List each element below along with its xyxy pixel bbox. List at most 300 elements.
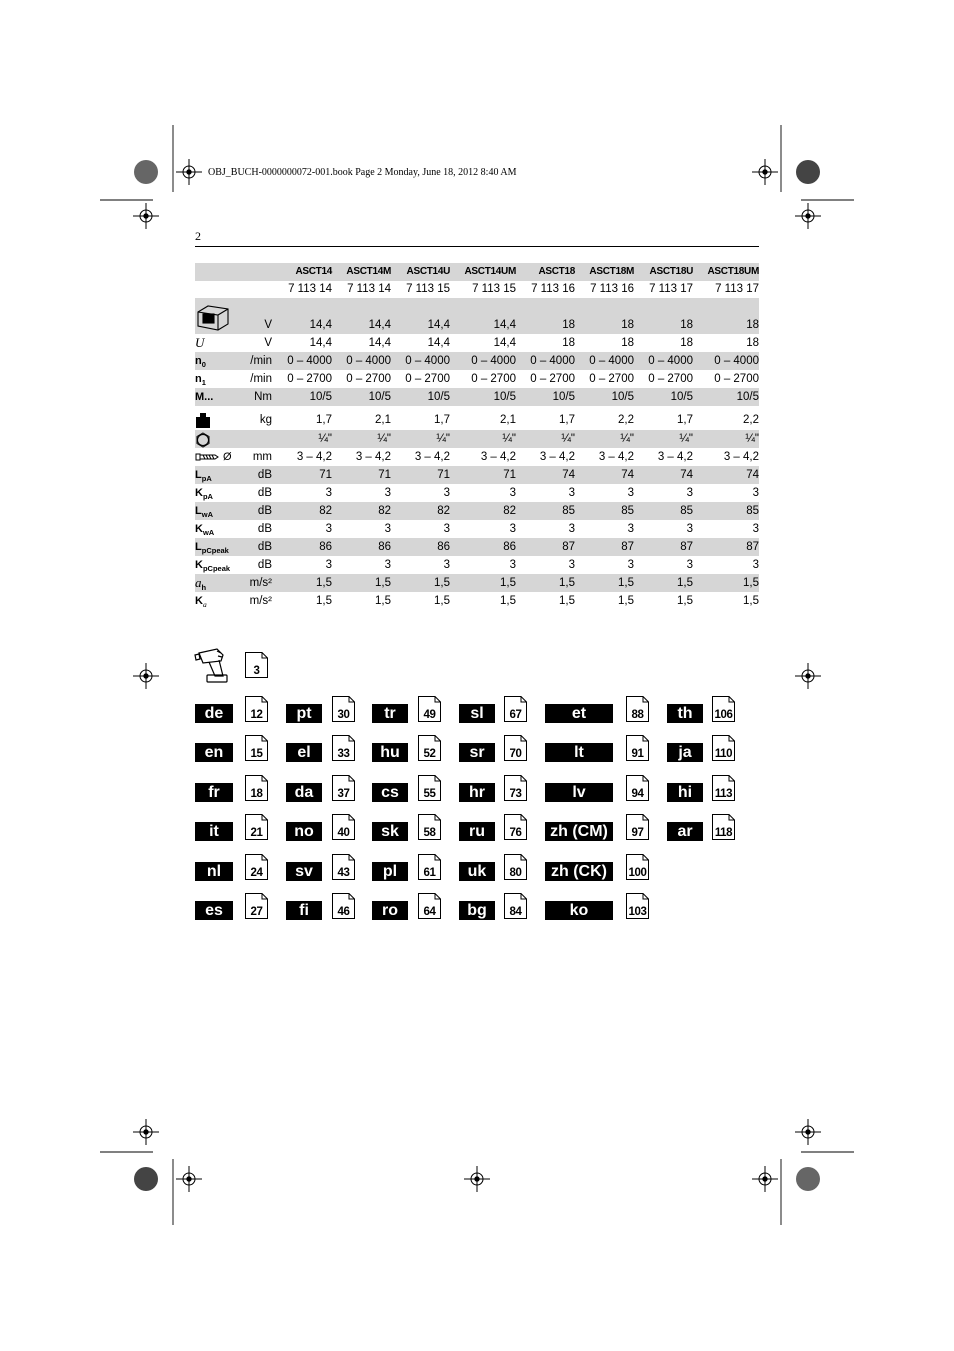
page-ref[interactable]	[712, 775, 735, 801]
table-cell: 87	[680, 541, 693, 553]
page-ref-number: 100	[628, 867, 647, 879]
table-cell: 18	[562, 319, 575, 331]
table-cell: 1,5	[434, 595, 450, 607]
language-label: lv	[545, 783, 613, 802]
table-cell: 18	[680, 319, 693, 331]
symbol-label: M...	[195, 391, 214, 403]
table-cell: 0 – 4000	[714, 355, 759, 367]
page-ref[interactable]	[332, 854, 355, 880]
table-cell: 1,5	[500, 577, 516, 589]
language-label: lt	[545, 743, 613, 762]
table-cell: 3 – 4,2	[414, 451, 450, 463]
page-ref-number: 88	[631, 709, 644, 721]
page-ref-number: 18	[250, 788, 263, 800]
table-cell: 86	[319, 541, 332, 553]
table-cell: 3	[443, 559, 450, 571]
table-cell: 18	[562, 337, 575, 349]
language-label: en	[195, 743, 233, 762]
table-cell: 0 – 2700	[471, 373, 516, 385]
page-ref-number: 97	[631, 827, 644, 839]
table-cell: 3 – 4,2	[657, 451, 693, 463]
language-label: fi	[286, 901, 322, 920]
table-cell: 74	[562, 469, 575, 481]
page-ref[interactable]	[332, 735, 355, 761]
table-cell: 3	[325, 487, 332, 499]
table-cell: 3	[752, 559, 759, 571]
symbol-label: $K_{wA}$	[195, 523, 215, 537]
table-cell: 3	[325, 559, 332, 571]
table-cell: 1,5	[677, 577, 693, 589]
unit-label: dB	[257, 541, 272, 553]
language-label: uk	[459, 862, 495, 881]
table-cell: 14,4	[427, 319, 450, 331]
table-cell: 1,5	[559, 577, 575, 589]
table-cell: 2,1	[500, 414, 516, 426]
table-cell: ASCT18	[538, 266, 575, 277]
table-cell: 3	[384, 523, 391, 535]
page-ref-number: 40	[337, 827, 350, 839]
table-cell: 1,5	[743, 595, 759, 607]
page-ref[interactable]	[626, 775, 649, 801]
table-cell: 0 – 4000	[346, 355, 391, 367]
table-cell: 1,7	[559, 414, 575, 426]
table-cell: 1,5	[316, 595, 332, 607]
unit-label: dB	[257, 487, 272, 499]
header-rule	[195, 246, 759, 247]
table-cell: 1,5	[618, 595, 634, 607]
table-cell: 74	[746, 469, 759, 481]
table-cell: ¼"	[377, 433, 391, 445]
table-cell: 18	[621, 319, 634, 331]
page-ref[interactable]	[332, 696, 355, 722]
table-row	[195, 520, 759, 538]
table-cell: 3 – 4,2	[355, 451, 391, 463]
table-cell: 10/5	[736, 391, 759, 403]
table-cell: 0 – 4000	[405, 355, 450, 367]
language-label: bg	[459, 901, 495, 920]
language-label: tr	[372, 704, 408, 723]
page-ref-number: 94	[631, 788, 644, 800]
page-ref[interactable]	[418, 775, 441, 801]
language-label: th	[667, 704, 703, 723]
table-cell: 86	[437, 541, 450, 553]
table-cell: 3	[627, 523, 634, 535]
unit-label: m/s²	[249, 577, 272, 589]
table-cell: 1,5	[743, 577, 759, 589]
table-cell: 74	[621, 469, 634, 481]
table-cell: ¼"	[679, 433, 693, 445]
table-cell: ¼"	[561, 433, 575, 445]
table-cell: 1,5	[316, 577, 332, 589]
language-label: ja	[667, 743, 703, 762]
symbol-label: $K_{pCpeak}$	[195, 559, 231, 573]
table-cell: 82	[503, 505, 516, 517]
table-cell: 86	[378, 541, 391, 553]
language-label: zh (CK)	[545, 862, 613, 881]
page-ref-number: 33	[337, 748, 350, 760]
language-label: sk	[372, 822, 408, 841]
page-ref-number: 91	[631, 748, 644, 760]
table-row	[195, 411, 759, 429]
table-cell: 3	[384, 487, 391, 499]
drill-icon	[193, 643, 235, 683]
table-cell: 2,1	[375, 414, 391, 426]
unit-label: dB	[257, 469, 272, 481]
table-cell: 1,5	[434, 577, 450, 589]
table-cell: 0 – 2700	[530, 373, 575, 385]
page-ref[interactable]	[626, 893, 649, 919]
symbol-label: $a_h$	[195, 575, 207, 592]
page-ref[interactable]	[418, 814, 441, 840]
language-label: sl	[459, 704, 495, 723]
table-cell: 18	[746, 319, 759, 331]
page-ref[interactable]	[626, 854, 649, 880]
table-cell: 10/5	[493, 391, 516, 403]
table-cell: 14,4	[309, 319, 332, 331]
table-cell: 3	[325, 523, 332, 535]
symbol-label: $L_{pA}$	[195, 469, 212, 483]
table-cell: ¼"	[502, 433, 516, 445]
table-cell: 14,4	[493, 319, 516, 331]
table-cell: 3	[686, 559, 693, 571]
page-ref[interactable]	[504, 735, 527, 761]
table-cell: ASCT18M	[589, 266, 634, 277]
page-ref-number: 103	[628, 906, 647, 918]
language-label: sv	[286, 862, 322, 881]
page-ref[interactable]	[245, 775, 268, 801]
table-cell: 7 113 17	[715, 283, 759, 295]
page-number: 2	[195, 229, 201, 243]
page-ref[interactable]	[245, 735, 268, 761]
table-row	[195, 556, 759, 574]
language-label: zh (CM)	[545, 822, 613, 841]
page-ref-number: 70	[509, 748, 522, 760]
language-label: cs	[372, 783, 408, 802]
table-cell: 1,7	[434, 414, 450, 426]
page-ref-number: 58	[423, 827, 436, 839]
table-cell: 86	[503, 541, 516, 553]
table-cell: 14,4	[309, 337, 332, 349]
page-ref-number: 106	[714, 709, 733, 721]
table-cell: 1,5	[559, 595, 575, 607]
language-label: fr	[195, 783, 233, 802]
unit-label: dB	[257, 523, 272, 535]
table-cell: 7 113 14	[347, 283, 391, 295]
unit-label: kg	[259, 414, 272, 426]
table-row	[195, 538, 759, 556]
table-row	[195, 466, 759, 484]
table-cell: 3	[568, 559, 575, 571]
table-cell: 18	[680, 337, 693, 349]
table-cell: 3	[568, 487, 575, 499]
table-row	[195, 430, 759, 448]
table-cell: 7 113 14	[288, 283, 332, 295]
page-ref[interactable]	[245, 696, 268, 722]
table-cell: 14,4	[493, 337, 516, 349]
table-cell: 87	[746, 541, 759, 553]
table-row	[195, 388, 759, 406]
table-row	[195, 574, 759, 592]
symbol-label: $L_{wA}$	[195, 505, 213, 519]
unit-label: mm	[252, 451, 272, 463]
page-ref[interactable]	[245, 854, 268, 880]
gray-dot-icon	[134, 1167, 158, 1191]
table-cell: ASCT14U	[406, 266, 450, 277]
table-cell: 82	[437, 505, 450, 517]
page-ref-number: 3	[253, 665, 260, 677]
battery-icon	[195, 298, 231, 332]
page-ref-number: 30	[337, 709, 350, 721]
table-cell: 0 – 4000	[287, 355, 332, 367]
table-cell: 1,7	[677, 414, 693, 426]
table-cell: 7 113 15	[472, 283, 516, 295]
table-cell: 74	[680, 469, 693, 481]
table-cell: 3	[752, 487, 759, 499]
symbol-label: $L_{pCpeak}$	[195, 541, 229, 555]
file-info-header: OBJ_BUCH-0000000072-001.book Page 2 Monday, June 18, 2012 8:40 AM	[208, 167, 517, 178]
table-cell: ASCT14UM	[464, 266, 516, 277]
table-cell: 10/5	[427, 391, 450, 403]
unit-label: m/s²	[249, 595, 272, 607]
page-ref-number: 21	[250, 827, 263, 839]
table-cell: 1,5	[677, 595, 693, 607]
table-cell: 1,5	[375, 577, 391, 589]
table-cell: 0 – 2700	[287, 373, 332, 385]
page-ref-number: 61	[423, 867, 436, 879]
table-cell: 10/5	[309, 391, 332, 403]
screw-icon: Ø	[195, 448, 232, 466]
page-ref-number: 84	[509, 906, 522, 918]
table-cell: 3 – 4,2	[598, 451, 634, 463]
table-cell: 3	[384, 559, 391, 571]
language-label: no	[286, 822, 322, 841]
table-cell: 0 – 2700	[589, 373, 634, 385]
table-cell: ¼"	[318, 433, 332, 445]
unit-label: Nm	[254, 391, 272, 403]
page-ref[interactable]	[504, 854, 527, 880]
page-ref[interactable]	[626, 814, 649, 840]
table-cell: 14,4	[427, 337, 450, 349]
table-cell: ASCT18UM	[707, 266, 759, 277]
table-cell: 0 – 2700	[714, 373, 759, 385]
language-label: da	[286, 783, 322, 802]
page-ref[interactable]	[712, 696, 735, 722]
weight-icon	[195, 411, 211, 429]
page-ref[interactable]	[504, 775, 527, 801]
unit-label	[228, 430, 272, 448]
unit-label: V	[264, 319, 272, 331]
table-cell: 7 113 17	[649, 283, 693, 295]
language-label: it	[195, 822, 233, 841]
page-ref-number: 46	[337, 906, 350, 918]
table-cell: 3 – 4,2	[723, 451, 759, 463]
table-cell: 1,5	[618, 577, 634, 589]
page-ref-number: 43	[337, 867, 350, 879]
table-cell: 1,7	[316, 414, 332, 426]
table-cell: 71	[437, 469, 450, 481]
order-number-row	[195, 280, 759, 298]
gray-dot-icon	[796, 160, 820, 184]
language-label: nl	[195, 862, 233, 881]
unit-label: /min	[250, 373, 272, 385]
page-ref-number: 110	[714, 748, 733, 760]
language-label: et	[545, 704, 613, 723]
page-ref-number: 113	[714, 788, 733, 800]
unit-label: dB	[257, 559, 272, 571]
table-cell: ¼"	[436, 433, 450, 445]
table-row	[195, 334, 759, 352]
page-ref-number: 64	[423, 906, 436, 918]
table-cell: 87	[562, 541, 575, 553]
model-header-row	[195, 263, 759, 281]
page-ref[interactable]	[418, 735, 441, 761]
language-label: ar	[667, 822, 703, 841]
table-cell: 2,2	[743, 414, 759, 426]
symbol-label: U	[195, 335, 205, 350]
page-ref[interactable]	[712, 735, 735, 761]
table-cell: ¼"	[745, 433, 759, 445]
table-cell: 85	[621, 505, 634, 517]
table-cell: 3 – 4,2	[296, 451, 332, 463]
table-cell: 0 – 4000	[589, 355, 634, 367]
table-row	[195, 370, 759, 388]
table-cell: 18	[746, 337, 759, 349]
starburst-icon	[796, 1167, 820, 1191]
language-label: el	[286, 743, 322, 762]
table-row	[195, 298, 759, 334]
page-ref[interactable]	[245, 814, 268, 840]
table-cell: ¼"	[620, 433, 634, 445]
table-cell: 18	[621, 337, 634, 349]
table-cell: ASCT18U	[649, 266, 693, 277]
page-ref-number: 67	[509, 709, 522, 721]
table-row	[195, 502, 759, 520]
page-ref[interactable]	[504, 893, 527, 919]
language-label: ro	[372, 901, 408, 920]
table-cell: 82	[378, 505, 391, 517]
starburst-icon	[134, 160, 158, 184]
table-cell: 1,5	[500, 595, 516, 607]
symbol-label: $n_1$	[195, 373, 206, 387]
table-cell: 3	[752, 523, 759, 535]
language-label: de	[195, 704, 233, 723]
table-cell: 3	[509, 523, 516, 535]
page-ref[interactable]	[504, 696, 527, 722]
symbol-label: $n_0$	[195, 355, 206, 369]
table-cell: 10/5	[670, 391, 693, 403]
table-cell: 3	[568, 523, 575, 535]
table-cell: 3 – 4,2	[480, 451, 516, 463]
symbol-label: $K_{pA}$	[195, 487, 213, 501]
page-ref-number: 37	[337, 788, 350, 800]
page-ref[interactable]	[245, 893, 268, 919]
table-cell: 85	[562, 505, 575, 517]
table-cell: 3	[443, 523, 450, 535]
page-ref-number: 80	[509, 867, 522, 879]
page-ref-number: 76	[509, 827, 522, 839]
page-ref-number: 55	[423, 788, 436, 800]
page-ref-number: 15	[250, 748, 263, 760]
page-ref[interactable]	[332, 775, 355, 801]
table-cell: 0 – 4000	[530, 355, 575, 367]
table-cell: 0 – 2700	[405, 373, 450, 385]
table-cell: 3	[686, 523, 693, 535]
page-ref-number: 24	[250, 867, 263, 879]
page-ref-figure[interactable]	[245, 652, 268, 678]
language-label: es	[195, 901, 233, 920]
table-cell: 10/5	[611, 391, 634, 403]
table-cell: 7 113 16	[531, 283, 575, 295]
table-cell: 3	[627, 487, 634, 499]
table-cell: 10/5	[552, 391, 575, 403]
unit-label: V	[264, 337, 272, 349]
page-ref[interactable]	[418, 893, 441, 919]
table-cell: 82	[319, 505, 332, 517]
table-cell: 14,4	[368, 337, 391, 349]
table-cell: 0 – 4000	[471, 355, 516, 367]
table-cell: 71	[503, 469, 516, 481]
page-ref[interactable]	[626, 696, 649, 722]
page-ref[interactable]	[712, 814, 735, 840]
page-ref-number: 52	[423, 748, 436, 760]
page-ref-number: 118	[714, 827, 733, 839]
table-cell: 3	[509, 559, 516, 571]
page-ref[interactable]	[418, 696, 441, 722]
table-row	[195, 484, 759, 502]
table-cell: 7 113 16	[590, 283, 634, 295]
table-cell: 71	[319, 469, 332, 481]
page-ref[interactable]	[504, 814, 527, 840]
page-ref-number: 27	[250, 906, 263, 918]
language-label: pt	[286, 704, 322, 723]
language-label: sr	[459, 743, 495, 762]
table-cell: 0 – 2700	[346, 373, 391, 385]
table-cell: 10/5	[368, 391, 391, 403]
language-label: ko	[545, 901, 613, 920]
table-cell: 3 – 4,2	[539, 451, 575, 463]
page-ref[interactable]	[332, 814, 355, 840]
table-cell: 3	[627, 559, 634, 571]
language-label: hr	[459, 783, 495, 802]
unit-label: /min	[250, 355, 272, 367]
language-label: ru	[459, 822, 495, 841]
page-ref-number: 73	[509, 788, 522, 800]
page-ref[interactable]	[418, 854, 441, 880]
language-label: hi	[667, 783, 703, 802]
table-cell: 85	[746, 505, 759, 517]
table-row	[195, 448, 759, 466]
table-cell: ASCT14	[295, 266, 332, 277]
table-row	[195, 592, 759, 610]
symbol-label: $K_a$	[195, 595, 207, 609]
table-cell: 3	[509, 487, 516, 499]
table-cell: 87	[621, 541, 634, 553]
page-ref[interactable]	[332, 893, 355, 919]
page-ref-number: 12	[250, 709, 263, 721]
table-cell: 3	[686, 487, 693, 499]
unit-label: dB	[257, 505, 272, 517]
table-cell: 1,5	[375, 595, 391, 607]
table-cell: ASCT14M	[346, 266, 391, 277]
table-cell: 7 113 15	[406, 283, 450, 295]
page-ref-number: 49	[423, 709, 436, 721]
table-cell: 3	[443, 487, 450, 499]
page-ref[interactable]	[626, 735, 649, 761]
language-label: pl	[372, 862, 408, 881]
table-cell: 2,2	[618, 414, 634, 426]
table-cell: 71	[378, 469, 391, 481]
table-row	[195, 352, 759, 370]
